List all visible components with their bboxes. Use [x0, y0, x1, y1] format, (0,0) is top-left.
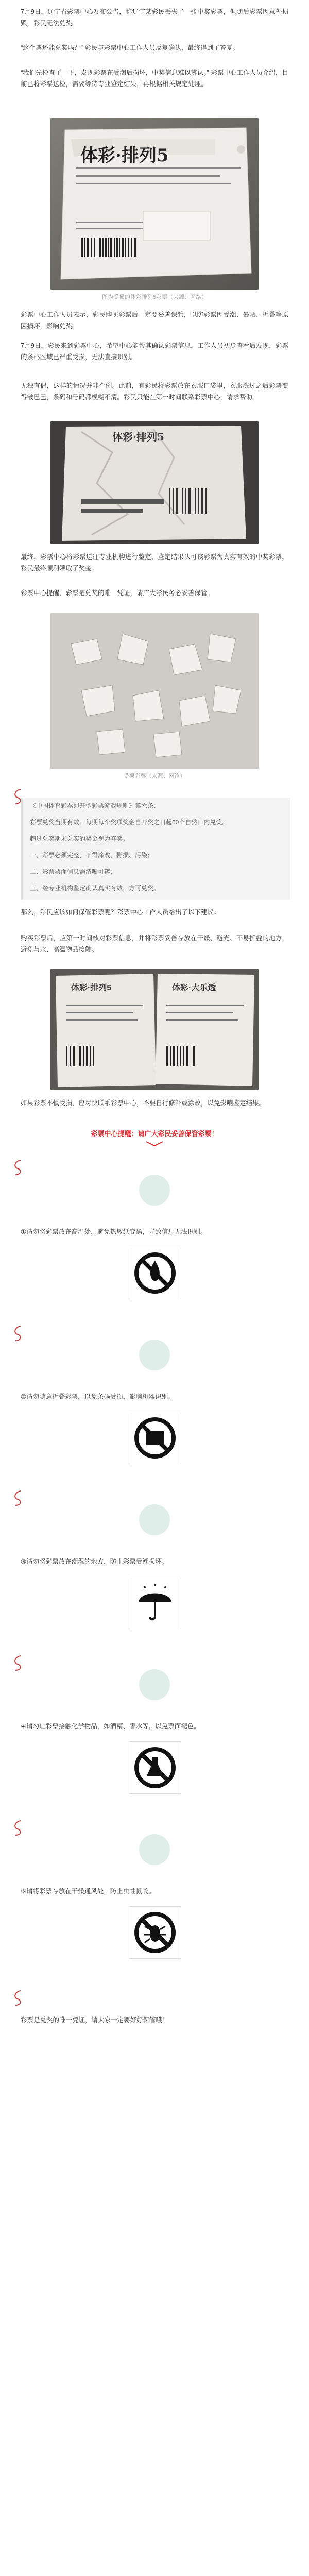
ticket-title: 体彩·排列5 [112, 431, 164, 443]
swirl-decoration-icon [11, 1654, 25, 1672]
quote-line-3: 超过兑奖期未兑奖的奖金视为弃奖。 [30, 835, 129, 842]
swirl-decoration-icon [11, 1489, 25, 1507]
section3-paragraph-1: 最终，彩票中心将彩票送往专业机构进行鉴定，鉴定结果认可该彩票为真实有效的中奖彩票，彩民最终顺利领取了奖金。 [21, 553, 288, 572]
section3-paragraph-2: 彩票中心提醒，彩票是兑奖的唯一凭证，请广大彩民务必妥善保管。 [21, 589, 214, 597]
no-fire-icon [129, 1247, 181, 1299]
section2-paragraph-2: 7月9日，彩民来到彩票中心，希望中心能帮其确认彩票信息，工作人员初步查看后发现，彩票的条码区域已严重受损，无法直接识别。 [21, 342, 288, 361]
tip-badge [139, 1669, 170, 1700]
swirl-decoration-icon [11, 1819, 25, 1837]
tip-2-text: ②请勿随意折叠彩票，以免条码受损，影响机器识别。 [21, 1393, 175, 1400]
umbrella-icon [129, 1577, 181, 1629]
no-chemical-sign [129, 1741, 181, 1794]
ticket-left-title: 体彩·排列5 [71, 984, 112, 992]
arrow-down-icon [144, 1141, 165, 1147]
tip-1-text: ①请勿将彩票放在高温处，避免热敏纸变黑，导致信息无法识别。 [21, 1228, 207, 1235]
quote-line-1: 《中国体育彩票即开型彩票游戏规则》第六条： [30, 802, 160, 809]
tip-badge [139, 1340, 170, 1370]
no-fold-icon [129, 1412, 181, 1464]
quote-line-2: 彩票兑奖当期有效。每期每个奖项奖金自开奖之日起60个自然日内兑奖。 [30, 819, 229, 826]
tip-4-text: ④请勿让彩票接触化学物品，如酒精、香水等，以免票面褪色。 [21, 1723, 200, 1730]
section2-paragraph-1: 彩票中心工作人员表示，彩民购买彩票后一定要妥善保管，以防彩票因受潮、暴晒、折叠等原因损坏，影响兑奖。 [21, 311, 288, 330]
photo-caption-1: 图为受损的体彩排列5彩票（来源：网络） [101, 294, 208, 300]
shredded-ticket-photo [50, 613, 259, 769]
swirl-decoration-icon [11, 1158, 25, 1177]
tip-5-text: ⑤请将彩票存放在干燥通风处，防止虫蛀鼠咬。 [21, 1888, 156, 1895]
quote-line-6: 三、经专业机构鉴定确认真实有效，方可兑奖。 [30, 885, 160, 892]
tip-3-text: ③请勿将彩票放在潮湿的地方，防止彩票受潮损坏。 [21, 1558, 168, 1565]
reminder-banner: 彩票中心提醒：请广大彩民妥善保管彩票！ [91, 1130, 218, 1138]
intro-paragraph-1: 7月9日，辽宁省彩票中心发布公告，称辽宁某彩民丢失了一张中奖彩票，但随后彩票因意外损毁，彩民无法兑奖。 [21, 8, 288, 27]
damaged-ticket-photo-1 [50, 118, 259, 290]
rules-quote-block [21, 798, 290, 900]
tip-badge [139, 1834, 170, 1865]
intro-paragraph-3: “我们先检查了一下，发现彩票在受潮后损坏，中奖信息难以辨认。” 彩票中心工作人员介绍，目前已将彩票送检，需要等待专业鉴定结果，再根据相关规定处理。 [21, 69, 288, 88]
ticket-right-title: 体彩·大乐透 [172, 984, 216, 992]
no-insect-icon [129, 1907, 181, 1958]
photo-caption-3: 受损彩票（来源：网络） [123, 773, 186, 779]
section4-paragraph-2: 购买彩票后，应第一时间核对彩票信息，并将彩票妥善存放在干燥、避光、不易折叠的地方，避免与水、高温物品接触。 [21, 935, 288, 953]
no-fire-sign [129, 1247, 181, 1299]
section5-paragraph-1: 如果彩票不慎受损，应尽快联系彩票中心，不要自行修补或涂改，以免影响鉴定结果。 [21, 1099, 266, 1107]
intro-paragraph-2: “这个票还能兑奖吗？” 彩民与彩票中心工作人员反复确认，最终得到了答复。 [21, 44, 239, 52]
quote-line-4: 一、彩票必须完整，不得涂改、撕损、污染； [30, 852, 154, 859]
ticket-title: 体彩·排列5 [80, 145, 169, 166]
tip-badge [139, 1504, 170, 1535]
two-tickets-photo [50, 969, 259, 1090]
no-insect-sign [129, 1906, 181, 1959]
no-fold-sign [129, 1412, 181, 1464]
quote-line-5: 二、彩票票面信息需清晰可辨； [30, 868, 117, 875]
section2-paragraph-3: 无独有偶，这样的情况并非个例。此前，有彩民将彩票放在衣服口袋里，衣服洗过之后彩票变得皱巴巴，条码和号码都模糊不清。彩民只能在第一时间联系彩票中心，请求帮助。 [21, 382, 288, 401]
damaged-ticket-photo-2 [50, 421, 259, 544]
swirl-decoration-icon [11, 1989, 25, 2007]
section4-paragraph-1: 那么，彩民应该如何保管彩票呢？彩票中心工作人员给出了以下建议： [21, 909, 220, 916]
tip-badge [139, 1175, 170, 1206]
swirl-decoration-icon [11, 1324, 25, 1343]
fragments-illustration [50, 613, 259, 769]
no-chemical-icon [129, 1742, 181, 1793]
keep-dry-sign [129, 1577, 181, 1629]
closing-paragraph: 彩票是兑奖的唯一凭证，请大家一定要好好保管哦！ [21, 2016, 169, 2024]
